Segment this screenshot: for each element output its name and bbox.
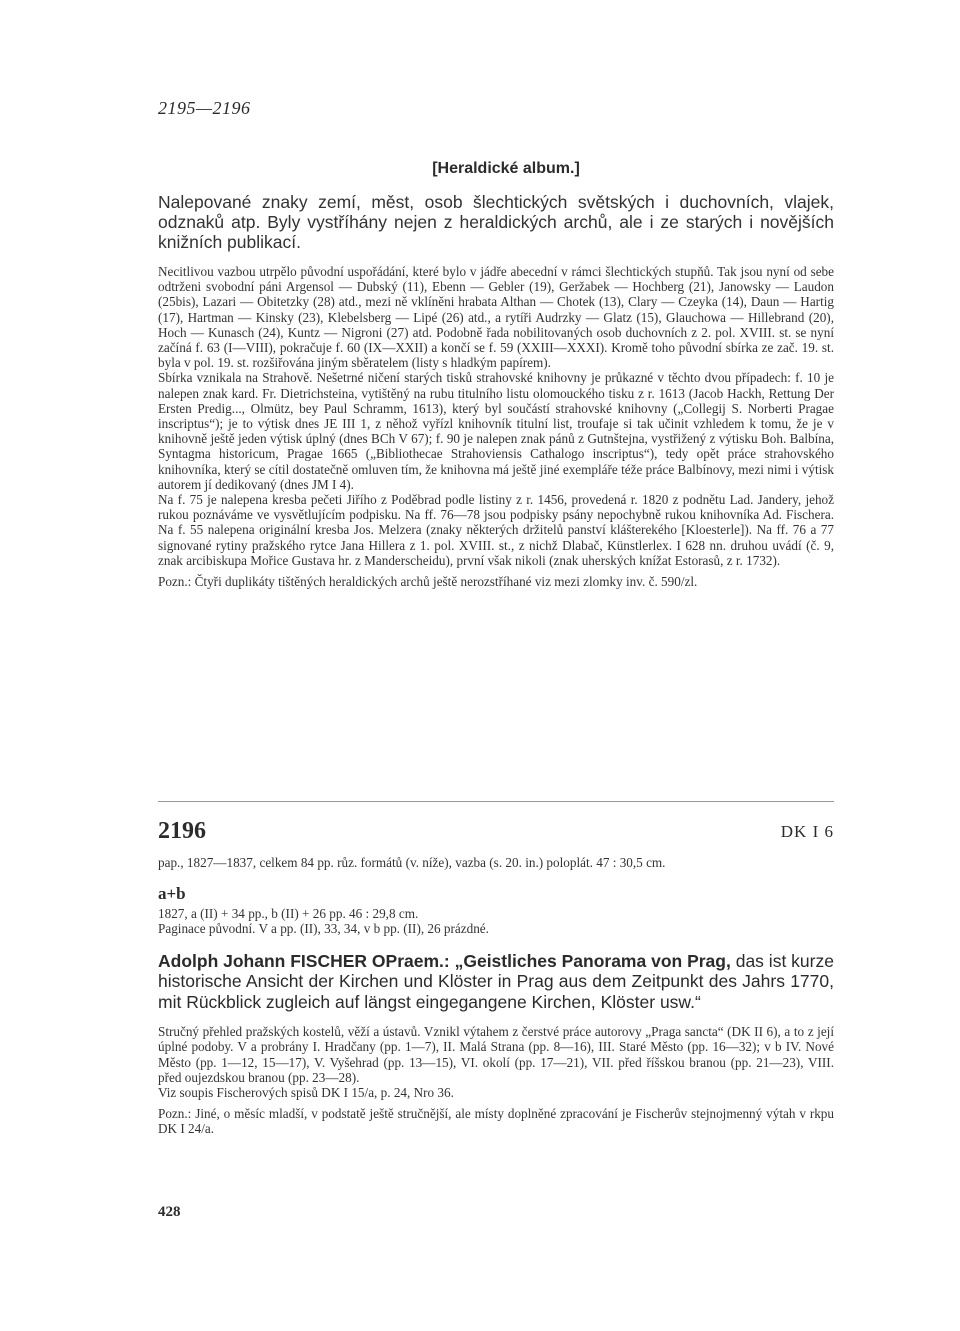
work-author: Adolph Johann FISCHER OPraem.: [158, 950, 450, 971]
entry-2196-body [158, 855, 834, 1137]
entry-2195-continuation [158, 160, 834, 589]
section-title: [Heraldické album.] [432, 160, 580, 177]
entry-header [158, 818, 834, 848]
running-head: 2195—2196 [158, 98, 251, 118]
paragraph-drawings: Na f. 75 je nalepena kresba pečeti Jiřího z Poděbrad podle listiny z r. 1456, provedená r. 1820 z podnětu Lad. Jandery, jehož rukou poznáváme ve vysvětlujícím podpisku. Na ff. 76—78 jsou podpisky psány nepochybně rukou knihovníka Ad. Fischera. Na f. 55 nalepena originální kresba Jos. Melzera (znaky některých držitelů panství klášterekého [Kloesterle]). Na ff. 76 a 77 signované rytiny pražského rytce Jana Hillera z 1. pol. XVIII. st., z nichž Dlabač, Künstlerlex. I 628 nn. druhou uvádí (č. 9, znak arcibiskupa Mořice Gustava hr. z Manderscheidu), první však nikoli (znak uherských knížat Estorasů, z r. 1732). [158, 492, 834, 568]
summary-paragraph: Stručný přehled pražských kostelů, věží a ústavů. Vznikl výtahem z čerstvé práce autorovy „Praga sancta“ (DK II 6), a to z její úplné podoby. V a probrány I. Hradčany (pp. 1—7), II. Malá Strana (pp. 8—16), III. Staré Město (pp. 16—32); v b IV. Nové Město (pp. 1—12, 15—17), V. Vyšehrad (pp. 13—15), VI. okolí (pp. 17—21), VII. před říšskou branou (pp. 21—23), VIII. před oujezdskou branou (pp. 23—28). [158, 1024, 834, 1085]
part-description-1: 1827, a (II) + 34 pp., b (II) + 26 pp. 46 : 29,8 cm. [158, 906, 419, 922]
page-number: 428 [158, 1204, 181, 1220]
part-description-2: Paginace původní. V a pp. (II), 33, 34, v b pp. (II), 26 prázdné. [158, 921, 489, 937]
entry-number: 2196 [158, 818, 206, 844]
see-also: Viz soupis Fischerových spisů DK I 15/a, p. 24, Nro 36. [158, 1084, 454, 1100]
shelfmark: DK I 6 [780, 822, 834, 841]
part-label: a+b [158, 884, 186, 904]
note-later-version: Pozn.: Jiné, o měsíc mladší, v podstatě ještě stručnější, ale místy doplněné zpracování je Fischerův stejnojmenný výtah v rkpu DK I 24/a. [158, 1106, 834, 1137]
work-title-main: „Geistliches Panorama von Prag, [454, 950, 731, 971]
section-divider [158, 801, 834, 802]
lead-paragraph: Nalepované znaky zemí, měst, osob šlechtických světských i duchovních, vlajek, odznaků atp. Byly vystříhány nejen z heraldických archů, ale i ze starých i novějších knižních publikací. [158, 192, 834, 252]
work-title [158, 951, 834, 1013]
paragraph-origin: Sbírka vznikala na Strahově. Nešetrné ničení starých tisků strahovské knihovny je průkazné v těchto dvou případech: f. 10 je nalepen znak kard. Fr. Dietrichsteina, vytištěný na rubu titulního listu olomouckého tisku z r. 1613 (Jacob Hackh, Rettung Der Ersten Predig..., Olmütz, bey Paul Schramm, 1613), který byl součástí strahovské knihovny („Collegij S. Norberti Pragae inscriptus“); je to výtisk dnes JE III 1, z něhož vyřízl knihovník titulní list, troufaje si tak učinit vzhledem k tomu, že je v knihovně ještě jeden výtisk úplný (dnes BCh V 67); f. 90 je nalepen znak pánů z Gutnštejna, vystřižený z výtisku Boh. Balbína, Syntagma historicum, Pragae 1665 („Bibliothecae Strahoviensis Cathalogo inscriptus“), tedy opět práce strahovského knihovníka, který se cítil dostatečně omluven tím, že knihovna má ještě jiné exempláře téže práce Balbínovy, mezi nimi i výtisk autorem jí dedikovaný (dnes JM I 4). [158, 370, 834, 492]
work-title-rest: das ist kurze historische Ansicht der Kirchen und Klöster in Prag aus dem Zeitpunkt des Jahrs 1770, mit Rückblick zugleich auf längst eingegangene Kirchen, Klöster usw.“ [158, 950, 834, 1012]
physical-description: pap., 1827—1837, celkem 84 pp. růz. formátů (v. níže), vazba (s. 20. in.) poloplát. 47 : 30,5 cm. [158, 855, 666, 870]
note-duplicates: Pozn.: Čtyři duplikáty tištěných heraldických archů ještě nerozstříhané viz mezi zlomky inv. č. 590/zl. [158, 574, 698, 590]
paragraph-binding: Necitlivou vazbou utrpělo původní uspořádání, které bylo v jádře abecední v rámci šlechtických stupňů. Tak jsou nyní od sebe odtrženi svobodní páni Argensol — Dubský (11), Ebenn — Gebler (19), Geržabek — Hochberg (21), Janowsky — Laudon (25bis), Lazari — Obitetzky (28) atd., mezi ně vklíněni hrabata Althan — Chotek (13), Clary — Czeyka (14), Daun — Hartig (17), Hartman — Kinsky (23), Klebelsberg — Lipé (26) atd., a rytíři Audrzky — Glatz (15), Glauchowa — Hillebrand (20), Hoch — Kunasch (24), Kuntz — Nigroni (27) atd. Podobně řada nobilitovaných osob duchovních z 2. pol. XVIII. st. se nyní začíná f. 63 (I—VIII), pokračuje f. 60 (IX—XXII) a končí se f. 59 (XXIII—XXXI). Kromě toho původní sbírka ze zač. 19. st. byla v pol. 19. st. rozšiřována jiným sběratelem (listy s hladkým papírem). [158, 264, 834, 371]
